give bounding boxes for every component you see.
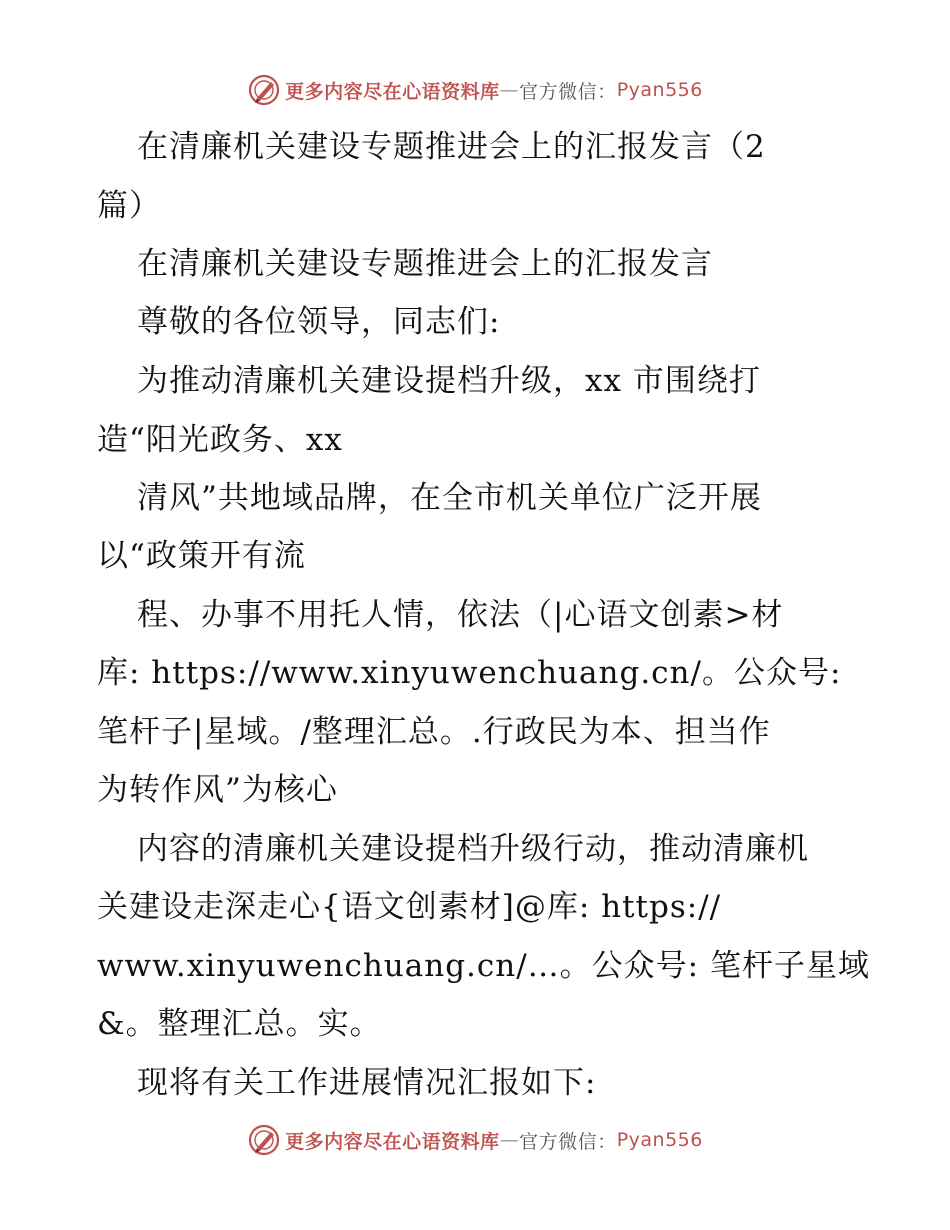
speech-title: 在清廉机关建设专题推进会上的汇报发言: [137, 246, 713, 282]
banner-main-text: 更多内容尽在心语资料库: [285, 80, 500, 103]
banner-sub-text: 官方微信：: [519, 1130, 617, 1153]
paragraph-line: 造“阳光政务、xx: [97, 422, 343, 458]
paragraph-line: 现将有关工作进展情况汇报如下:: [137, 1065, 597, 1101]
footer-watermark-banner: [0, 1120, 950, 1160]
banner-main-text: 更多内容尽在心语资料库: [285, 1130, 500, 1153]
banner-sub-text: 官方微信：: [519, 80, 617, 103]
paragraph-line: 程、办事不用托人情，依法（|心语文创素>材: [137, 597, 784, 633]
paragraph-line: 库: https://www.xinyuwenchuang.cn/。公众号:: [97, 655, 842, 691]
paragraph-line: 清风”共地域品牌，在全市机关单位广泛开展: [137, 480, 762, 516]
banner-separator: —: [499, 79, 520, 101]
banner-wechat-id: Pyan556: [616, 1129, 703, 1151]
paragraph-line: 内容的清廉机关建设提档升级行动，推动清廉机: [137, 831, 809, 867]
paragraph-line: 为推动清廉机关建设提档升级，xx 市围绕打: [137, 363, 761, 399]
banner-separator: —: [499, 1129, 520, 1151]
paragraph-line: 关建设走深走心{语文创素材]@库: https://: [97, 889, 722, 925]
paragraph-line: &。整理汇总。实。: [97, 1006, 382, 1042]
header-watermark-banner: [0, 70, 950, 110]
pen-logo-icon: [247, 73, 281, 107]
paragraph-line: 笔杆子|星域。/整理汇总。.行政民为本、担当作: [97, 714, 771, 750]
banner-wechat-id: Pyan556: [616, 79, 703, 101]
document-title-line: 在清廉机关建设专题推进会上的汇报发言（2: [137, 129, 766, 165]
paragraph-line: 以“政策开有流: [97, 538, 306, 574]
paragraph-line: www.xinyuwenchuang.cn/…。公众号: 笔杆子星域: [97, 948, 870, 984]
paragraph-line: 为转作风”为核心: [97, 772, 338, 808]
salutation: 尊敬的各位领导，同志们:: [137, 304, 501, 340]
pen-logo-icon: [247, 1123, 281, 1157]
document-title-line: 篇）: [97, 188, 161, 224]
